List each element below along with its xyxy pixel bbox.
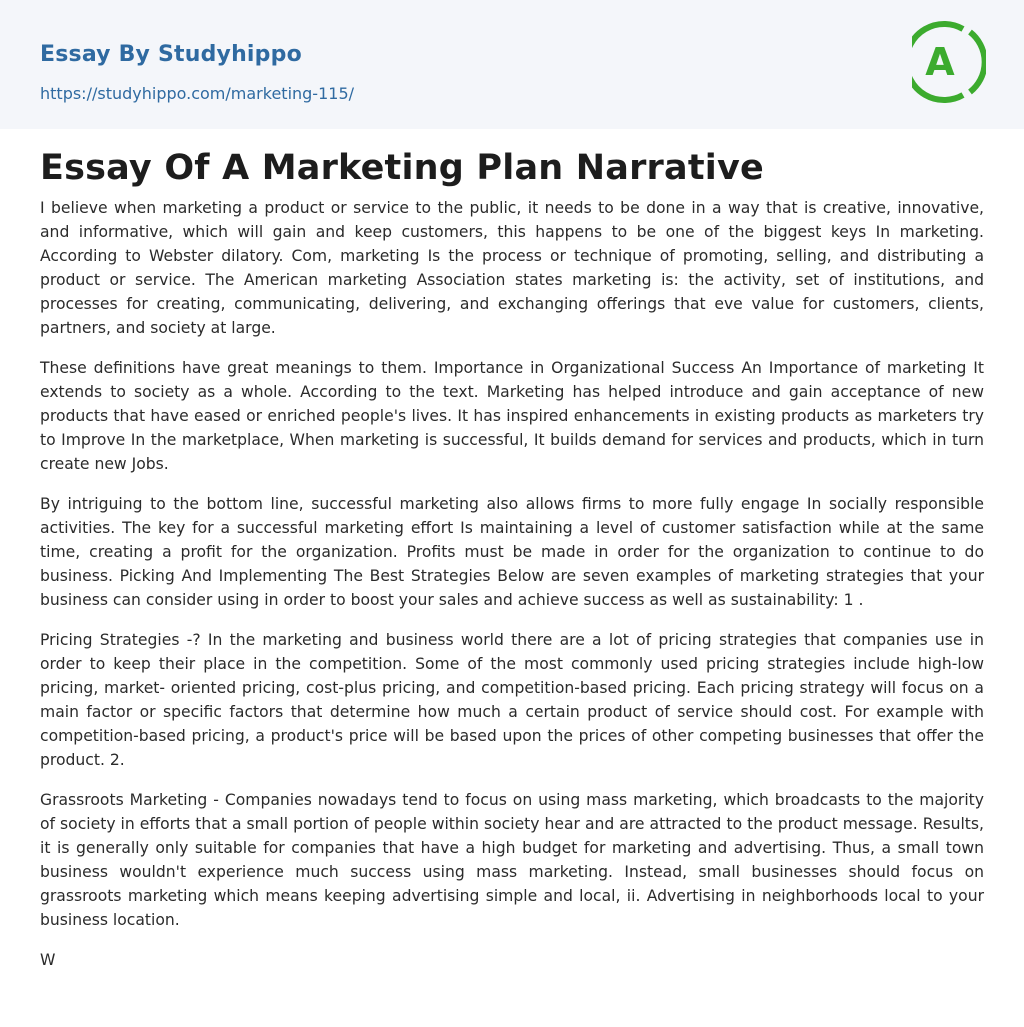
essay-body <box>40 146 984 988</box>
essay-paragraph: By intriguing to the bottom line, successful marketing also allows firms to more fully engage In socially responsible activities. The key for a successful marketing effort Is maintaining a level of customer satisfaction while at the same time, creating a profit for the organization. Profits must be made in order for the organization to continue to do business. Picking And Implementing The Best Strategies Below are seven examples of marketing strategies that your business can consider using in order to boost your sales and achieve success as well as sustainability: 1 . <box>40 495 984 609</box>
essay-paragraph: Grassroots Marketing - Companies nowadays tend to focus on using mass marketing, which broadcasts to the majority of society in efforts that a small portion of people within society hear and are attracted to the product message. Results, it is generally only suitable for companies that have a high budget for marketing and advertising. Thus, a small town business wouldn't experience much success using mass marketing. Instead, small businesses should focus on grassroots marketing which means keeping advertising simple and local, ii. Advertising in neighborhoods local to your business location. <box>40 791 984 929</box>
essay-paragraph: I believe when marketing a product or service to the public, it needs to be done in a way that is creative, innovative, and informative, which will gain and keep customers, this happens to be one of the biggest keys In marketing. According to Webster dilatory. Com, marketing Is the process or technique of promoting, selling, and distributing a product or service. The American marketing Association states marketing is: the activity, set of institutions, and processes for creating, communicating, delivering, and exchanging offerings that eve value for customers, clients, partners, and society at large. <box>40 199 984 337</box>
essay-title: Essay Of A Marketing Plan Narrative <box>40 148 764 188</box>
essay-paragraph: These definitions have great meanings to them. Importance in Organizational Success An Importance of marketing It extends to society as a whole. According to the text. Marketing has helped introduce and gain acceptance of new products that have eased or enriched people's lives. It has inspired enhancements in existing products as marketers try to Improve In the marketplace, When marketing is successful, It builds demand for services and products, which in turn create new Jobs. <box>40 359 984 473</box>
studyhippo-logo-icon[interactable] <box>912 20 986 104</box>
source-url-link[interactable]: https://studyhippo.com/marketing-115/ <box>40 84 355 103</box>
logo-letter: A <box>925 40 955 84</box>
essay-paragraph: Pricing Strategies -? In the marketing and business world there are a lot of pricing strategies that companies use in order to keep their place in the competition. Some of the most commonly used pricing strategies include high-low pricing, market- oriented pricing, cost-plus pricing, and competition-based pricing. Each pricing strategy will focus on a main factor or specific factors that determine how much a certain product of service should cost. For example with competition-based pricing, a product's price will be based upon the prices of other competing businesses that offer the product. 2. <box>40 631 984 769</box>
essay-paragraph-truncated: W <box>40 951 56 969</box>
site-title: Essay By Studyhippo <box>40 42 302 67</box>
page-header <box>0 0 1024 129</box>
